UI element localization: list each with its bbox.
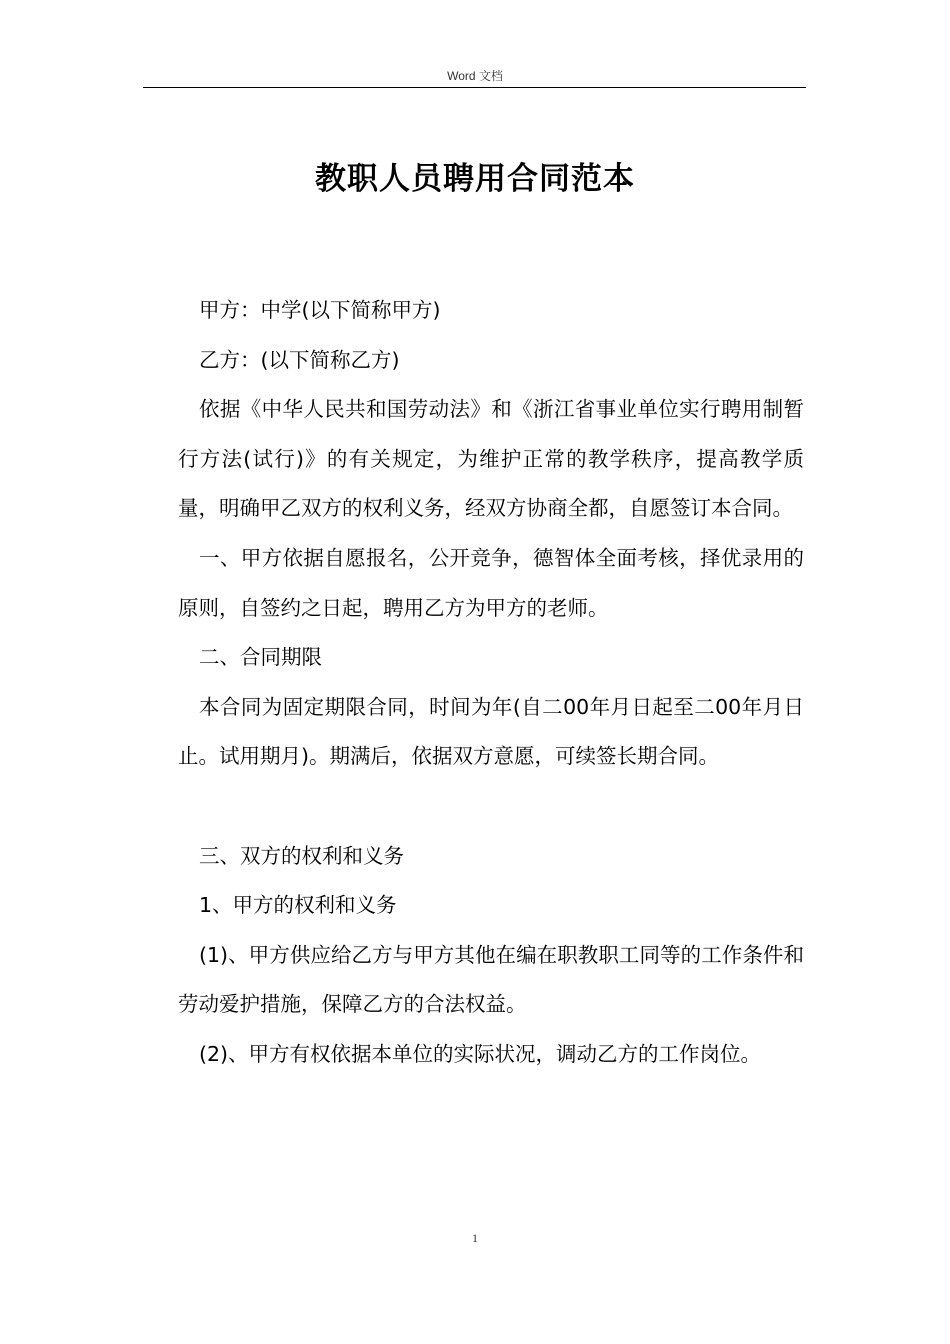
paragraph-contract-term: 本合同为固定期限合同，时间为年(自二00年月日起至二00年月日止。试用期月)。期满后，依据双方意愿，可续签长期合同。: [178, 694, 804, 769]
paragraph-party-b: 乙方：(以下简称乙方): [199, 347, 400, 372]
page-number: 1: [472, 1231, 478, 1245]
document-body: [178, 286, 804, 1080]
heading-section-2: 二、合同期限: [199, 645, 322, 670]
page-header-label: Word 文档: [447, 69, 503, 83]
header-divider: [143, 87, 806, 88]
heading-section-3: 三、双方的权利和义务: [199, 843, 404, 868]
paragraph-clause-1: (1)、甲方供应给乙方与甲方其他在编在职教职工同等的工作条件和劳动爱护措施，保障乙方的合法权益。: [178, 942, 804, 1017]
paragraph-section-1: 一、甲方依据自愿报名，公开竞争，德智体全面考核，择优录用的原则，自签约之日起，聘用乙方为甲方的老师。: [178, 545, 804, 620]
paragraph-party-a: 甲方：中学(以下简称甲方): [199, 298, 441, 322]
paragraph-clause-2: (2)、甲方有权依据本单位的实际状况，调动乙方的工作岗位。: [199, 1041, 762, 1066]
heading-subsection-1: 1、甲方的权利和义务: [199, 893, 397, 918]
paragraph-basis: 依据《中华人民共和国劳动法》和《浙江省事业单位实行聘用制暂行方法(试行)》的有关规定，为维护正常的教学秩序，提高教学质量，明确甲乙双方的权利义务，经双方协商全都，自愿签订本合同。: [178, 397, 804, 521]
blank-line: [178, 782, 804, 832]
document-title: 教职人员聘用合同范本: [315, 161, 635, 197]
